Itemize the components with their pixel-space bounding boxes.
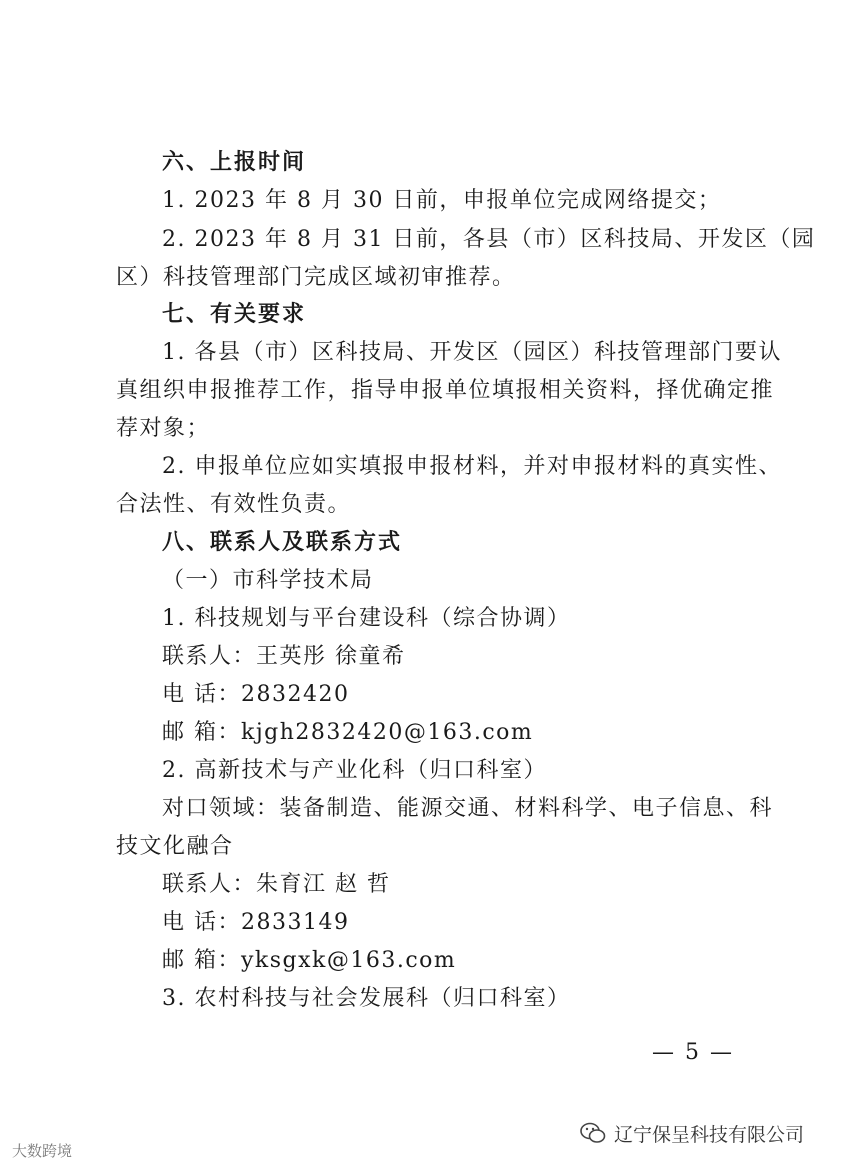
paragraph-line: 区）科技管理部门完成区域初审推荐。 [116,265,516,290]
paragraph-line: 荐对象； [116,416,211,441]
department-title: 2. 高新技术与产业化科（归口科室） [162,758,547,783]
subsection-heading: （一）市科学技术局 [162,568,374,593]
contact-persons: 联系人：王英彤 徐童希 [162,644,406,669]
paragraph-line: 技文化融合 [116,834,234,859]
contact-phone: 电 话：2832420 [162,682,350,707]
paragraph-line: 1. 各县（市）区科技局、开发区（园区）科技管理部门要认 [162,340,782,365]
contact-email: 邮 箱：kjgh2832420@163.com [162,720,534,745]
paragraph-line: 真组织申报推荐工作，指导申报单位填报相关资料，择优确定推 [116,378,775,403]
paragraph-line: 2. 申报单位应如实填报申报材料，并对申报材料的真实性、 [162,454,782,479]
department-title: 3. 农村科技与社会发展科（归口科室） [162,986,571,1011]
section-heading-6: 六、上报时间 [162,150,307,175]
paragraph-line: 2. 2023 年 8 月 31 日前，各县（市）区科技局、开发区（园 [162,227,816,252]
page-number: — 5 — [652,1040,734,1065]
contact-email: 邮 箱：yksgxk@163.com [162,948,457,973]
paragraph-line: 1. 2023 年 8 月 30 日前，申报单位完成网络提交； [162,188,722,213]
section-heading-8: 八、联系人及联系方式 [162,530,403,555]
wechat-icon [580,1121,606,1145]
brand-footer [580,1118,804,1148]
section-heading-7: 七、有关要求 [162,302,307,327]
department-title: 1. 科技规划与平台建设科（综合协调） [162,606,571,631]
contact-phone: 电 话：2833149 [162,910,350,935]
watermark-left: 大数跨境 [12,1142,73,1160]
brand-name: 辽宁保呈科技有限公司 [614,1123,805,1146]
paragraph-line: 合法性、有效性负责。 [116,492,352,517]
paragraph-line: 对口领域：装备制造、能源交通、材料科学、电子信息、科 [162,796,774,821]
contact-persons: 联系人：朱育江 赵 哲 [162,872,391,897]
